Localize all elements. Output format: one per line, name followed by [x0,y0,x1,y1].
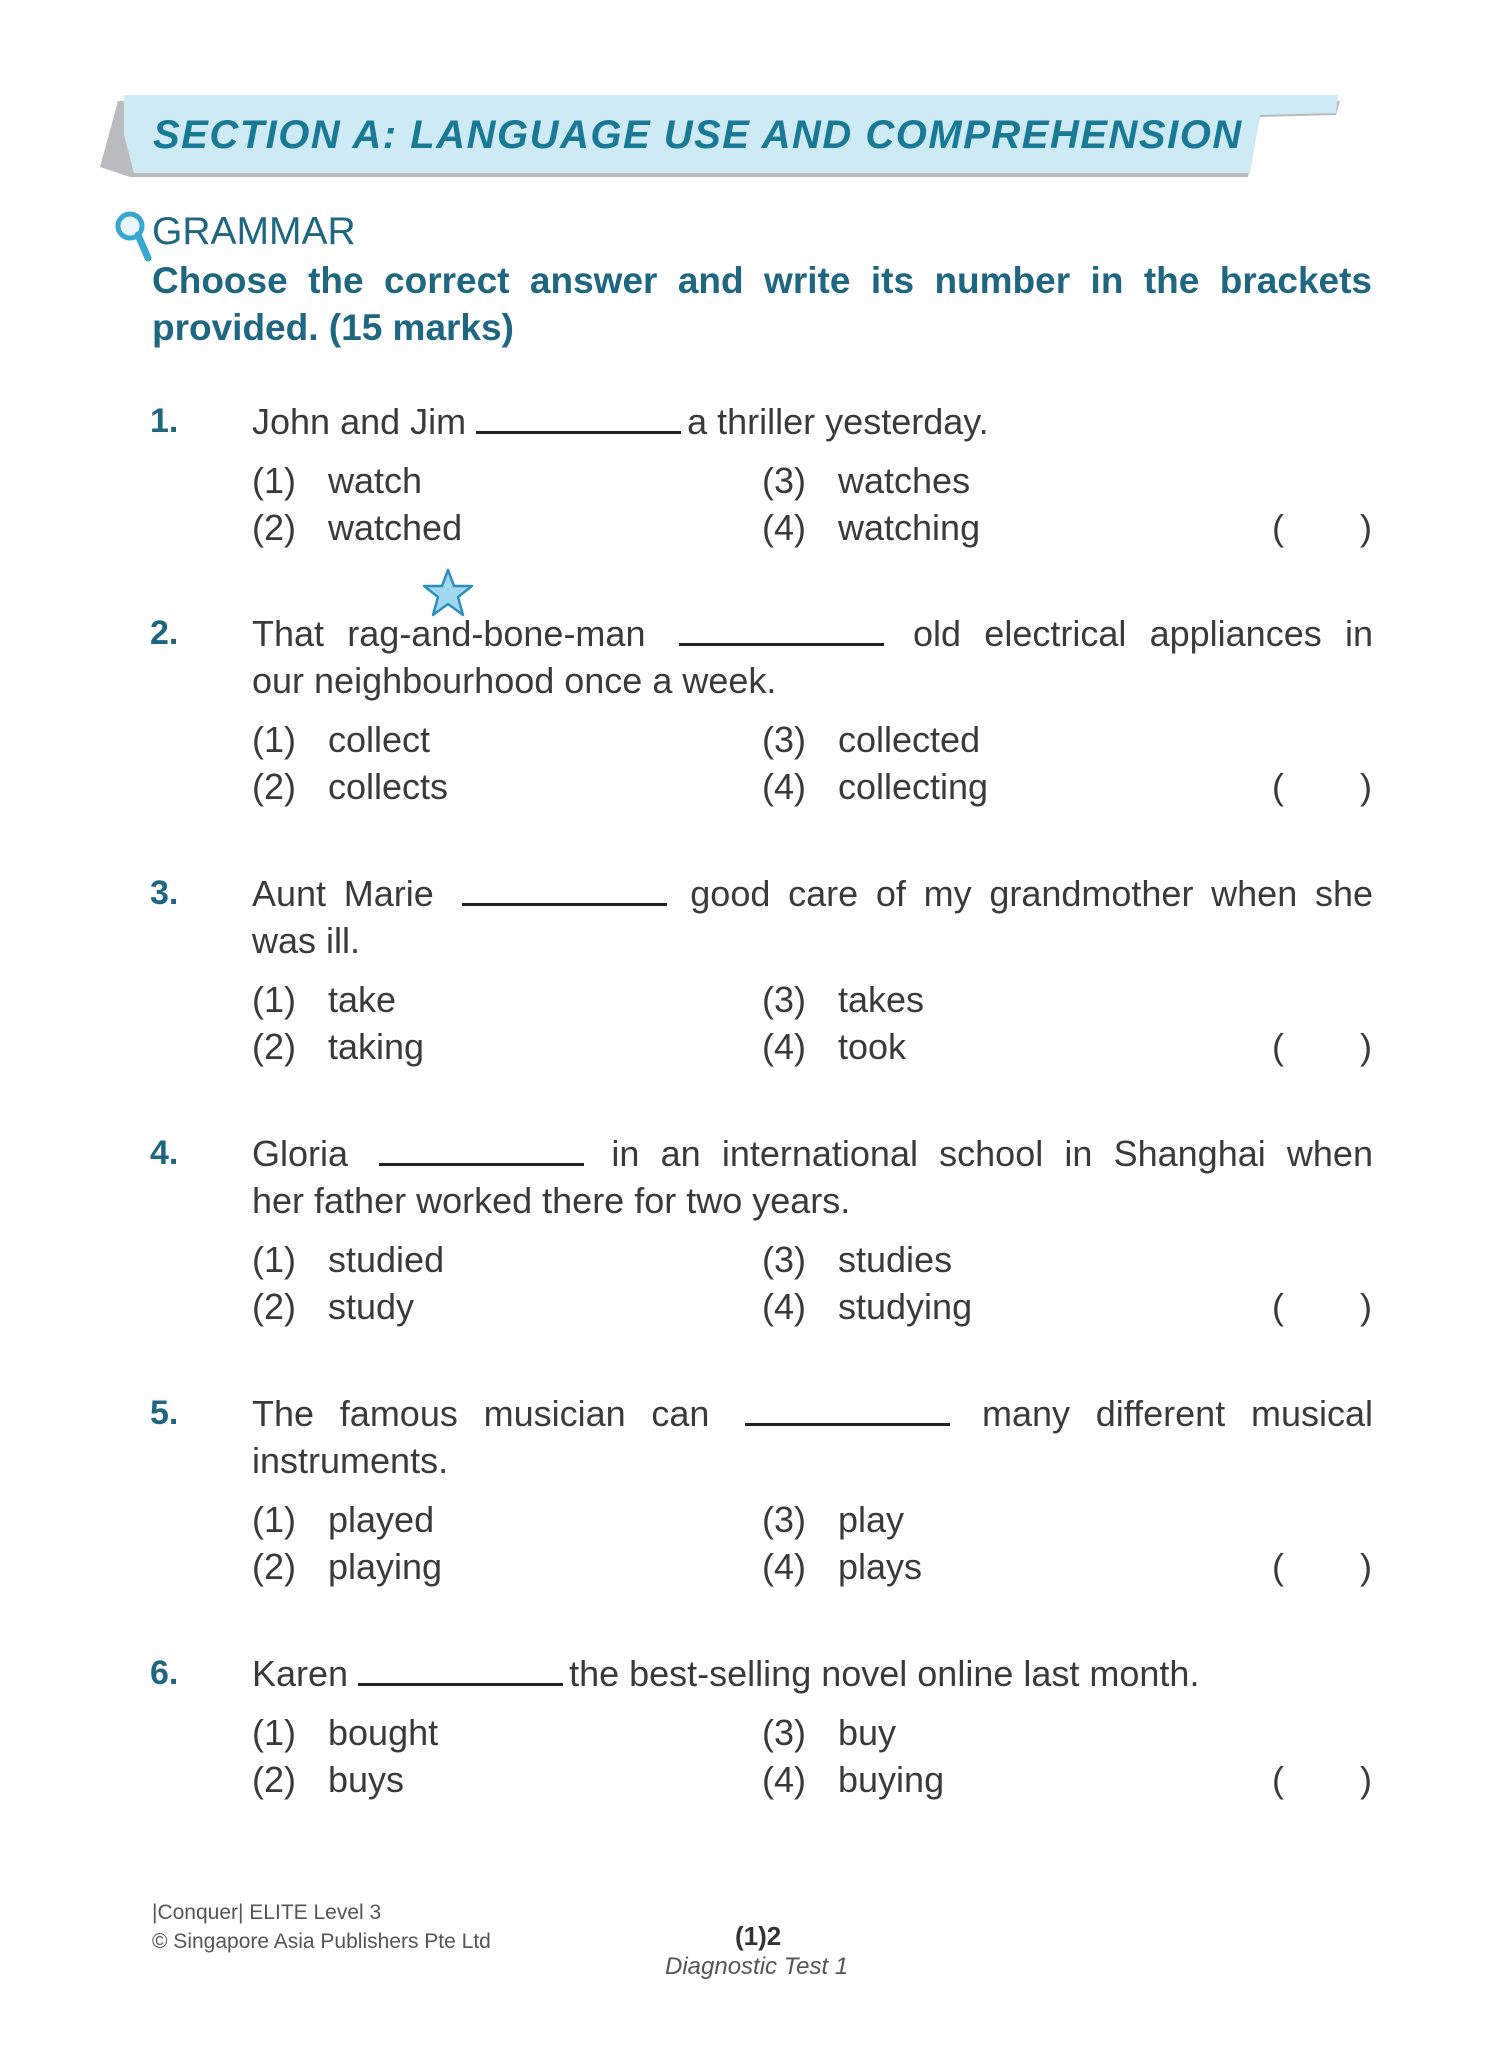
question-text-before: Aunt Marie [252,873,434,914]
option-text: study [328,1286,415,1327]
answer-blank [358,1657,563,1686]
question-text-after: many different musical [981,1393,1373,1434]
option-1 [252,716,430,763]
option-2 [252,1756,404,1803]
option-3 [762,976,924,1023]
option-3 [762,716,980,763]
option-3 [762,1709,896,1756]
answer-bracket-close: ) [1360,766,1372,807]
question-text-line-2: her father worked there for two years. [252,1180,851,1221]
footer-series: |Conquer| ELITE Level 3 [152,1901,382,1924]
answer-blank [379,1137,584,1166]
option-4 [762,504,980,551]
option-number: (3) [762,1239,806,1280]
option-number: (4) [762,1286,806,1327]
option-text: played [328,1499,435,1540]
answer-bracket-close: ) [1360,1286,1372,1327]
option-2 [252,1023,424,1070]
question-text-after: good care of my grandmother when she [690,873,1373,914]
option-text: play [838,1499,905,1540]
answer-bracket-close: ) [1360,507,1372,548]
options [252,1236,1373,1332]
instructions-line-1: Choose the correct answer and write its number in the brackets [152,260,1372,301]
option-4 [762,763,988,810]
answer-blank [679,617,884,646]
option-text: buying [838,1759,945,1800]
question-text [252,870,1373,964]
answer-blank [462,877,667,906]
option-text: taking [328,1026,425,1067]
option-2 [252,504,462,551]
answer-bracket-open[interactable]: ( [1272,1759,1284,1800]
option-3 [762,1496,904,1543]
question-text-before: John and Jim [252,401,467,442]
answer-blank [476,405,681,434]
option-number: (2) [252,1026,296,1067]
option-text: collected [838,719,981,760]
option-1 [252,1709,438,1756]
footer-copyright: © Singapore Asia Publishers Pte Ltd [152,1930,491,1953]
question-number: 4. [150,1134,179,1172]
option-4 [762,1023,906,1070]
question-text-after: the best-selling novel online last month. [569,1653,1200,1694]
option-number: (2) [252,507,296,548]
question-text-line-2: instruments. [252,1440,449,1481]
question-text-before: That rag-and-bone-man [252,613,646,654]
question-text-before: Karen [252,1653,349,1694]
footer-publisher [152,1898,491,1956]
option-text: studies [838,1239,953,1280]
question-number: 5. [150,1394,179,1432]
option-number: (1) [252,1499,296,1540]
answer-bracket-close: ) [1360,1026,1372,1067]
option-number: (3) [762,460,806,501]
answer-bracket-open[interactable]: ( [1272,766,1284,807]
options [252,1709,1373,1805]
section-banner [100,95,1340,177]
options [252,457,1373,553]
option-number: (2) [252,1286,296,1327]
magnifier-icon [114,210,154,266]
question-number: 2. [150,614,179,652]
option-text: watches [838,460,971,501]
answer-bracket-close: ) [1360,1546,1372,1587]
question-number: 1. [150,402,179,440]
option-number: (4) [762,507,806,548]
options [252,976,1373,1072]
option-number: (1) [252,460,296,501]
grammar-heading: GRAMMAR [152,210,356,253]
option-text: took [838,1026,907,1067]
option-text: buy [838,1712,897,1753]
option-text: takes [838,979,925,1020]
option-text: watch [328,460,423,501]
answer-bracket-close: ) [1360,1759,1372,1800]
option-4 [762,1543,922,1590]
option-number: (4) [762,1546,806,1587]
question-text [252,1650,1373,1697]
option-number: (1) [252,1239,296,1280]
option-number: (2) [252,1759,296,1800]
option-2 [252,763,448,810]
option-number: (2) [252,1546,296,1587]
option-1 [252,457,422,504]
options [252,716,1373,812]
option-text: plays [838,1546,923,1587]
question-text [252,1130,1373,1224]
option-text: bought [328,1712,439,1753]
option-text: collecting [838,766,989,807]
option-3 [762,1236,952,1283]
options [252,1496,1373,1592]
option-number: (1) [252,979,296,1020]
question-text-line-2: was ill. [252,920,361,961]
question-text [252,1390,1373,1484]
option-number: (3) [762,1499,806,1540]
option-3 [762,457,970,504]
option-4 [762,1756,944,1803]
question-text [252,610,1373,704]
question-number: 6. [150,1654,179,1692]
option-text: watched [328,507,463,548]
option-text: studied [328,1239,445,1280]
option-text: collects [328,766,449,807]
option-number: (2) [252,766,296,807]
instructions-line-2: provided. (15 marks) [152,307,514,348]
question-text-after: a thriller yesterday. [687,401,989,442]
option-text: studying [838,1286,973,1327]
answer-blank [745,1397,950,1426]
question-text-after: in an international school in Shanghai when [611,1133,1373,1174]
option-number: (4) [762,1759,806,1800]
option-text: playing [328,1546,443,1587]
option-2 [252,1543,442,1590]
option-number: (1) [252,1712,296,1753]
option-text: collect [328,719,431,760]
option-number: (3) [762,979,806,1020]
option-1 [252,1236,444,1283]
option-number: (3) [762,719,806,760]
answer-bracket-open[interactable]: ( [1272,507,1284,548]
option-2 [252,1283,414,1330]
question-text-before: The famous musician can [252,1393,710,1434]
question-text-after: old electrical appliances in [913,613,1373,654]
option-number: (1) [252,719,296,760]
answer-bracket-open[interactable]: ( [1272,1026,1284,1067]
option-text: take [328,979,397,1020]
question-text-line-2: our neighbourhood once a week. [252,660,777,701]
option-number: (3) [762,1712,806,1753]
option-1 [252,1496,434,1543]
option-1 [252,976,396,1023]
option-number: (4) [762,766,806,807]
option-4 [762,1283,972,1330]
option-text: watching [838,507,981,548]
question-number: 3. [150,874,179,912]
answer-bracket-open[interactable]: ( [1272,1286,1284,1327]
option-number: (4) [762,1026,806,1067]
question-text [252,398,1373,445]
page-number: (1)2 [735,1921,782,1951]
question-text-before: Gloria [252,1133,349,1174]
option-text: buys [328,1759,405,1800]
instructions [152,257,1372,351]
answer-bracket-open[interactable]: ( [1272,1546,1284,1587]
section-title: SECTION A: LANGUAGE USE AND COMPREHENSION [153,113,1243,157]
test-name: Diagnostic Test 1 [665,1953,849,1980]
